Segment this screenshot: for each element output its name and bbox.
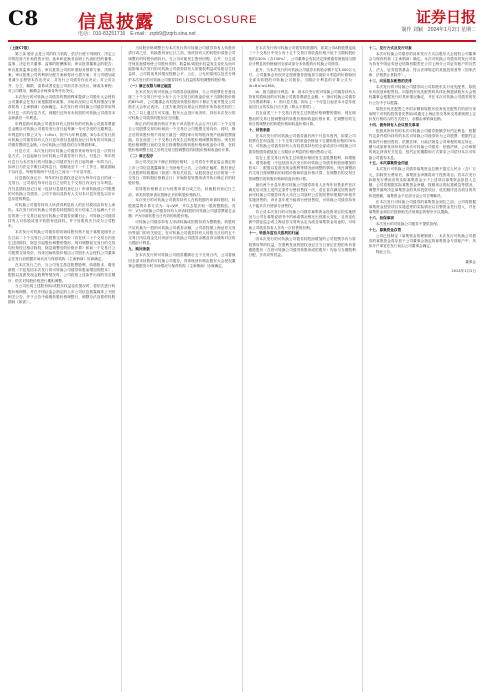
body-paragraph: 如公司决定向下修正转股价格时，公司将在中国证监会指定的上市公司信息披露媒体上刊登相关公告，公告修正幅度、股权登记日及暂停转股期间（如需）等有关信息。从股权登记日后的第一个交易日（即转股价格修正日）开始恢复转股申请并执行修正后的转股价格。 [128,160,236,186]
newspaper-masthead: 证券日报 [415,8,476,26]
body-paragraph: 第三条 股东会是公司的权力机构，依法行使下列职权：决定公司的经营方针和投资计划；选举和更换非由职工代表担任的董事、监事，决定有关董事、监事的报酬事项；审议批准董事会的报告；审议批准监事会报告；审议批准公司的年度财务预算方案、决算方案；审议批准公司的利润分配方案和弥补亏损方案；对公司增加或者减少注册资本作出决议；对发行公司债券作出决议；对公司合并、分立、解散、清算或者变更公司形式作出决议；修改本章程；对公司聘用、解聘会计师事务所作出决议。 [8,51,116,93]
contact-info: 电话：010-83251716 E-mail：zqrb9@zqrb.sina.net [78,31,196,37]
body-paragraph: 若转股价格修正日为转股申请日或之后，转换股份登记日之前，该类转股申请应按修正后的转股价格执行。 [128,187,236,197]
body-paragraph: 年利息指可转换公司债券持有人按持有的可转换公司债券票面总金额自可转换公司债券发行首日起每满一年可享受的当期利息。年利息的计算公式为：I=B×i，其中I为年利息额，B为本次发行的可转换公司债券持有人在计息年度付息债权登记日持有的可转换公司债券票面总金额，i为可转换公司债券的当年票面利率。 [8,121,116,148]
body-paragraph: 若公司本次发行的可转换公司债券募集资金投资项目的实施情况与公司在募集说明书中的承诺情况相比出现重大变化，且该变化被中国证监会或上海证券交易所认定为改变募集资金用途的，可转换公司债券持有人享有一次回售的权利。 [248,209,356,230]
body-paragraph: 依照其所持有的本次可转换公司债券数额享有约定利息；根据约定条件将所持有的本次可转换公司债券转为公司股票；根据约定的条件行使回售权；依照法律、行政法规及公司章程的规定转让、赠与或质押其所持有的本次可转换公司债券；依照法律、公司章程的规定获得有关信息；按约定的期限和方式要求公司偿付本次可转换公司债券本息。 [368,129,476,160]
body-paragraph: 若在上述交易日内发生过转股价格因发生送股票股利、转增股本、增发新股（不包括因本次发行的可转换公司债券转股而增加的股本）、配股以及派发现金股利等情况而调整的情形，则在调整前的交易日按调整前的转股价格和收盘价格计算，在调整后的交易日按调整后的转股价格和收盘价格计算。 [248,155,356,181]
section-heading: 九、赎回条款 [128,247,150,252]
body-paragraph: 本次发行可转换公司债券的初始转股价格不低于募集说明书公告日前二十个交易日公司股票交易均价（若在该二十个交易日内发生过因除权、除息引起股价调整的情形，则对调整前交易日的交易均价按经过相应除权、除息调整后的价格计算）和前一个交易日公司股票交易均价，具体初始转股价格由公司股东大会授权公司董事会在发行前根据市场状况与保荐机构（主承销商）协商确定。 [8,230,116,261]
body-paragraph: 可转换公司债券持有人申请转换成的股份须为整数股。转股时不足转换为一股的可转换公司债券余额，公司将按照上海证券交易所等部门的有关规定，在可转换公司债券持有人转股当日后的五个交易日内以现金兑付该部分可转换公司债券余额及该余额所对应的当期应计利息。 [128,220,236,246]
section-heading: 十一、转股年度有关股利的归属 [248,231,299,236]
section-heading: 十六、担保事项 [368,216,394,221]
article-body [8,46,476,692]
section-title-en: DISCLOSURE [176,14,258,26]
column-divider [242,46,243,692]
body-paragraph: 公司已经制定《募集资金管理制度》，本次发行可转换公司债券的募集资金将存放于公司董事会指定的募集资金专项账户中，具体开户事宜在发行前由公司董事会确定。 [368,233,476,249]
section-heading: 十二、发行方式及发行对象 [368,46,412,50]
body-paragraph: 此外，当本次发行的可转换公司债券未转股余额不足3,000万元时，公司董事会有权决定按照债券面值加当期应计利息的价格赎回全部未转股的可转换公司债券。当期应计利息的计算公式为：IA=B×i×t/365。 [248,67,356,88]
body-paragraph: 付息方式：本次发行的可转换公司债券采用每年付息一次的付息方式，计息起始日为可转换公司债券发行首日。付息日：每年的付息日为本次发行的可转换公司债券发行首日起每满一年的当日。如该日为法定节假日或休息日，则顺延至下一个工作日，顺延期间不另付息。每相邻的两个付息日之间为一个计息年度。 [8,149,116,175]
body-paragraph: 付息债权登记日：每年的付息债权登记日为每年付息日的前一交易日，公司将在每年付息日之后的五个交易日内支付当年利息。在付息债权登记日前（包括付息债权登记日）申请转换成公司股票的可转换公司债券，公司不再向其持有人支付本计息年度及以后计息年度的利息。 [8,176,116,202]
body-paragraph: 原股东优先配售之外的余额和原股东放弃优先配售后的部分采用网下对机构投资者发售和/或通过上海证券交易所交易系统网上定价发行相结合的方式进行，余额由承销商包销。 [368,106,476,122]
section-heading: 十七、募集资金存管 [368,227,402,232]
body-paragraph: 在本次发行的可转换公司债券最后两个计息年度内，如果公司股票在任何连续三十个交易日的收盘价格低于当期转股价格的70%时，可转换公司债券持有人有权将其持有的全部或部分可转换公司债券按债券面值加上当期应计利息的价格回售给公司。 [248,133,356,154]
body-paragraph: 若在前述三十个交易日内发生过转股价格调整的情形，则在调整前的交易日按调整前的转股价格和收盘价格计算，在调整后的交易日按调整后的转股价格和收盘价格计算。 [248,111,356,126]
text-column-2 [128,46,235,692]
signature-line: 2024年1月2日 [451,268,476,273]
body-paragraph: 本次发行的可转换公司债券不提供担保。 [375,222,441,227]
body-paragraph: IA：指当期应计利息；B：指本次发行的可转换公司债券持有人持有的将赎回的可转换公司债券票面总金额；i：指可转换公司债券当年票面利率；t：指计息天数，即从上一个付息日起至本计息年度赎回日止的实际日历天数（算头不算尾）。 [248,89,356,110]
body-paragraph: 在本次发行的可转换公司债券期满后五个交易日内，公司将赎回全部未转股的可转换公司债券，具体赎回价格由股东大会授权董事会根据发行时市场情况与保荐机构（主承销商）协商确定。 [128,253,236,268]
page-number: C8 [8,6,39,30]
text-column-3 [249,46,356,692]
body-paragraph: 本次发行的可转换公司债券的票面利率提请公司股东大会授权公司董事会在发行前根据国家政策、市场状况和公司具体情况与保荐机构（主承销商）协商确定。本次发行的可转换公司债券采用每年付息一次的付息方式，到期归还所有未转股的可转换公司债券本金和最后一年利息。 [8,94,116,121]
text-column-4 [369,46,476,692]
section-title: 信息披露 [78,12,154,33]
body-paragraph: 可转换公司债券持有人所获得利息收入的应付税项由持有人承担。本次发行的可转换公司债券转股期自发行结束之日起满六个月后的第一个交易日起至可转换公司债券到期日止。可转换公司债券持有人对转股或者不转股有选择权，并于转股的次日成为公司股东。 [8,203,116,229]
section-heading: （一）修正权限与修正幅度 [128,83,172,88]
body-paragraph: 当转股价格调整日为本次发行的可转换公司债券持有人转股申请日或之后，转换股份登记日之前，则该持有人的转股申请按公司调整后的转股价格执行。当公司可能发生股份回购、合并、分立或任何其他情形使公司股份类别、数量和/或股东权益发生变化从而可能影响本次发行的可转换公司债券持有人的债权利益或转股衍生权益时，公司将视具体情况按照公平、公正、公允的原则以及充分保护本次发行的可转换公司债券持有人权益的原则调整转股价格。 [128,46,236,82]
section-heading: 十、回售条款 [248,127,271,132]
section-heading: 十五、本次募集资金用途 [368,161,409,166]
section-heading: （二）修正程序 [128,154,154,159]
body-paragraph: 在本次发行的可转换公司债券转股期内，如果公司A股股票连续三十个交易日中至少有十五个交易日的收盘价格不低于当期转股价格的130%（含130%），公司董事会有权决定按照债券面值加当期应计利息的价格赎回全部或部分未转股的可转换公司债券。 [248,46,356,66]
body-paragraph: 最后两个计息年度可转换公司债券持有人在每年回售条件首次满足后可按上述约定条件行使回售权一次，若在首次满足回售条件而可转换公司债券持有人未在公司届时公告的回售申报期内申报并实施回售的，该计息年度不能再行使回售权，可转换公司债券持有人不能多次行使部分回售权。 [248,182,356,208]
signature-line: 董事会 [465,259,476,264]
body-paragraph: 本次可转换公司债券的具体发行方式由股东大会授权公司董事会与保荐机构（主承销商）确定。本次可转换公司债券的发行对象为持有中国证券登记结算有限责任公司上海分公司证券账户的自然人、法人、证券投资基金、符合法律规定的其他投资者等（国家法律、法规禁止者除外）。 [368,51,476,78]
body-paragraph: 本次发行的可转换公司债券向公司原股东实行优先配售，原股东有权放弃配售权。向原股东优先配售的具体比例提请股东大会授权董事会根据发行时具体情况确定，并在本次可转换公司债券的发行公告中予以披露。 [368,84,476,105]
body-paragraph: 在本次发行可转换公司债券的募集资金到位之前，公司将根据募集资金投资项目实施进度的实际情况以自筹资金先行投入，并在募集资金到位后按照相关法规规定的程序予以置换。 [368,199,476,215]
body-paragraph: 在本次发行的可转换公司债券存续期间，当公司股票在任意连续三十个交易日中至少有十五个交易日的收盘价低于当期转股价格的85%时，公司董事会有权提出转股价格向下修正方案并提交公司股东大会审议表决。上述方案须经出席会议的股东所持表决权的三分之二以上通过方可实施。股东大会进行表决时，持有本次发行的可转换公司债券的股东应当回避。 [128,89,236,121]
body-paragraph: 特此公告。 [375,250,394,255]
body-paragraph: 修正后的转股价格应不低于该次股东大会召开日前二十个交易日公司股票交易均价和前一个交易日公司股票交易均价，同时，修正后的转股价格不得低于最近一期经审计的每股净资产值和股票面值。若在前述三十个交易日内发生过转股价格调整的情形，则在转股价格调整日前的交易日按调整前的转股价格和收盘价计算，在转股价格调整日及之后的交易日按调整后的转股价格和收盘价计算。 [128,121,236,153]
body-paragraph: 在本次发行之后，当公司发生派送股票股利、转增股本、增发新股（不包括因本次发行的可转换公司债券转股而增加的股本）、配股以及派发现金股利等情况时，公司将按上述条件出现的先后顺序，依次对转股价格进行累积调整。 [8,262,116,283]
section-heading: （上接C7版） [8,46,32,50]
body-paragraph: 因本次发行的可转换公司债券转股而增加的公司股票享有与原股票同等的权益，在股利发放的股权登记日当日登记在册的所有普通股股东（含因可转换公司债券转股形成的股东）均参与当期股利分配，享有同等权益。 [248,237,356,258]
body-paragraph: 本次发行可转换公司债券募集资金总额不超过人民币（含）万元，扣除发行费用后，募集资金净额将用于投资项目。若本次发行扣除发行费用后的实际募集资金少于上述项目募集资金拟投入总额，公司将根据实际募集资金净额，按照项目的轻重缓急等情况，调整并最终决定募集资金的具体投资项目、优先顺序及各项目的具体投资额，募集资金不足部分由公司自筹解决。 [368,167,476,198]
section-heading: 十三、向原股东配售的安排 [368,78,412,83]
page-header [8,4,476,42]
column-divider [362,46,363,692]
body-paragraph: 当公司出现上述股份和/或股东权益变化情况时，将依次进行转股价格调整，并在中国证监会指定的上市公司信息披露媒体上刊登相关公告，并于公告中载明转股价格调整日、调整办法及暂停转股期间（如需）。 [8,284,116,305]
issue-date: 制作 刘颖 2024年1月2日 星期二 [401,27,476,33]
section-heading: 十四、债券持有人会议相关事项 [368,123,420,128]
text-column-1 [8,46,115,692]
column-divider [121,46,122,692]
body-paragraph: 本次发行的可转换公司债券持有人在转股期内申请转股时，转股数量的计算方式为：Q=V/P，并以去尾法取一股的整数倍。其中：V为可转换公司债券持有人申请转股的可转换公司债券票面总金额；P为申请转股当日有效的转股价格。 [128,198,236,219]
